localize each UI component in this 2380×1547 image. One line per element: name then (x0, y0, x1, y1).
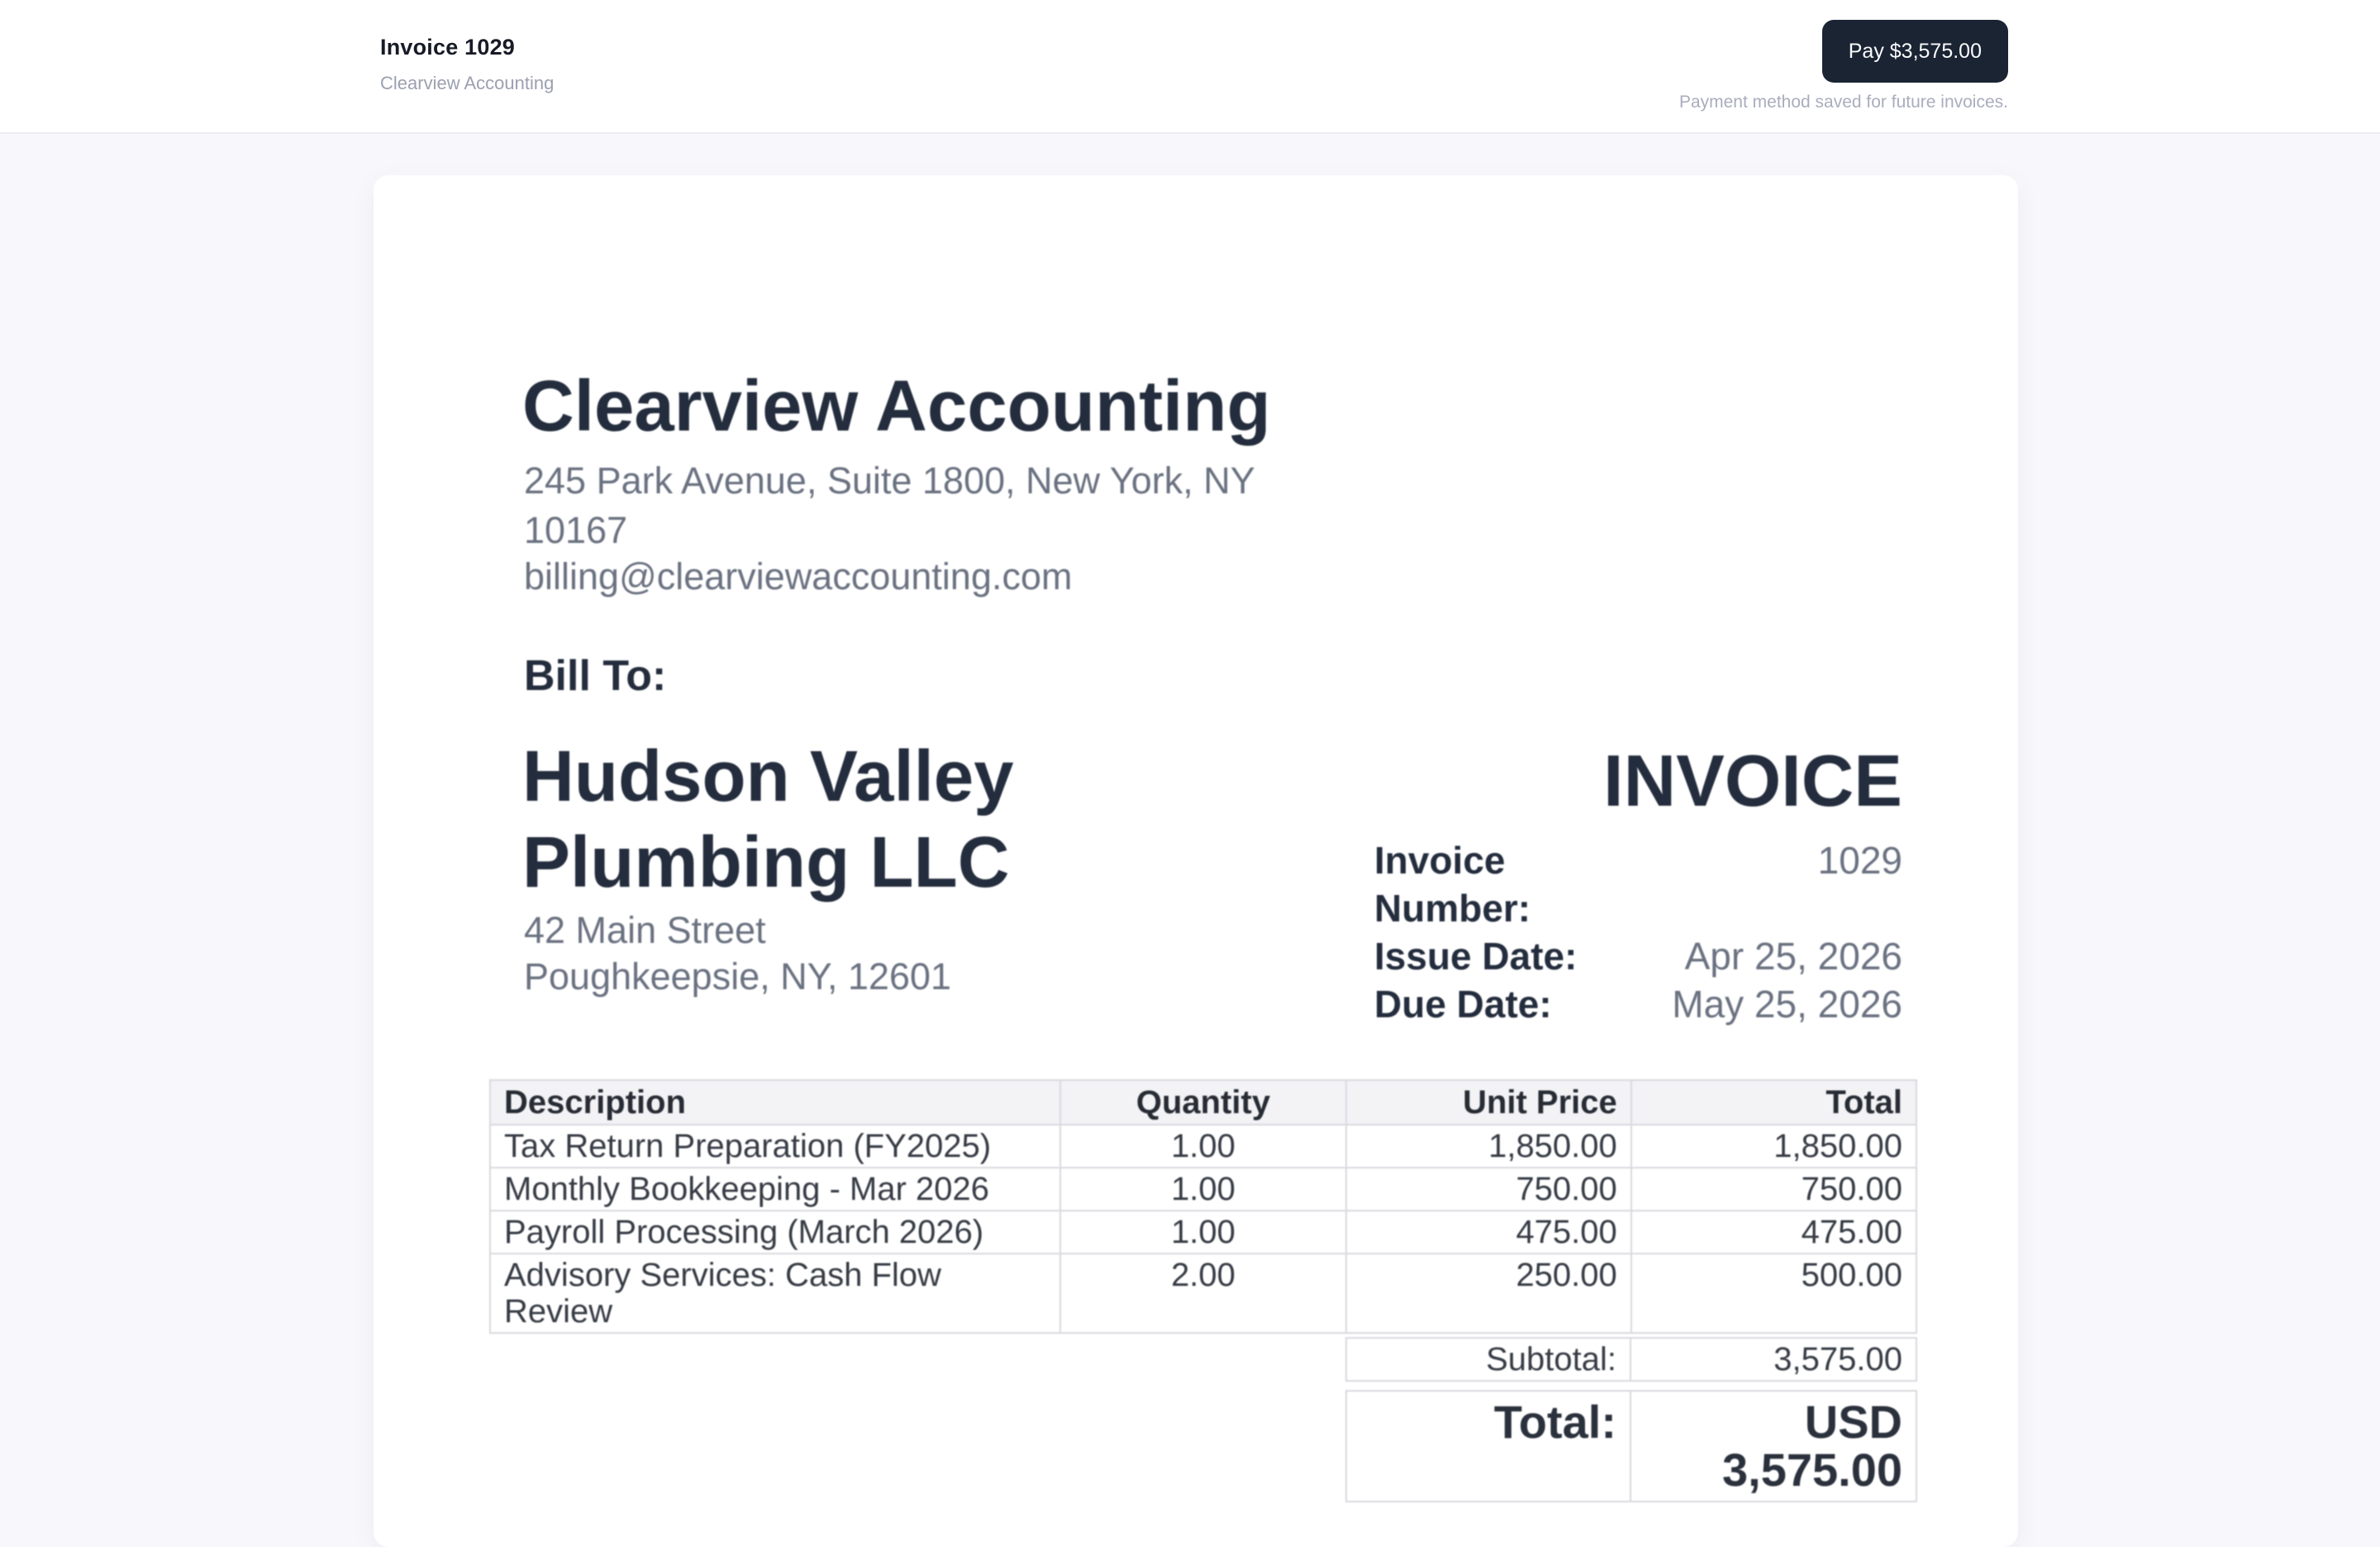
header-quantity: Quantity (1060, 1080, 1345, 1125)
invoice-meta (1374, 836, 1902, 1028)
table-row (490, 1211, 1916, 1254)
header-description: Description (490, 1080, 1060, 1125)
cell-description: Monthly Bookkeeping - Mar 2026 (490, 1168, 1060, 1211)
summary-section (1345, 1337, 1917, 1502)
invoice-document (374, 175, 2018, 1547)
cell-quantity: 1.00 (1060, 1211, 1345, 1254)
cell-total: 475.00 (1631, 1211, 1916, 1254)
subtotal-label: Subtotal: (1347, 1339, 1631, 1380)
cell-quantity: 1.00 (1060, 1168, 1345, 1211)
pay-button[interactable]: Pay $3,575.00 (1822, 20, 2008, 83)
invoice-card (374, 175, 2018, 1547)
bill-to-label: Bill To: (524, 652, 667, 700)
line-items-table (489, 1079, 1917, 1334)
cell-unit-price: 250.00 (1346, 1254, 1631, 1333)
page-title: Invoice 1029 (380, 35, 516, 60)
cell-quantity: 1.00 (1060, 1125, 1345, 1168)
table-row (490, 1168, 1916, 1211)
company-name: Clearview Accounting (522, 366, 1271, 446)
meta-label: Issue Date: (1374, 935, 1578, 978)
cell-unit-price: 750.00 (1346, 1168, 1631, 1211)
table-row (490, 1254, 1916, 1333)
meta-row-due-date (1374, 980, 1902, 1028)
cell-unit-price: 1,850.00 (1346, 1125, 1631, 1168)
cell-total: 750.00 (1631, 1168, 1916, 1211)
topbar-inner (380, 0, 2008, 132)
cell-total: 1,850.00 (1631, 1125, 1916, 1168)
table-header-row (490, 1080, 1916, 1125)
meta-row-issue-date (1374, 932, 1902, 980)
meta-label: Due Date: (1374, 983, 1552, 1026)
bill-to-address-line2: Poughkeepsie, NY, 12601 (524, 955, 952, 997)
total-label: Total: (1347, 1392, 1631, 1501)
cell-description: Tax Return Preparation (FY2025) (490, 1125, 1060, 1168)
header-unit-price: Unit Price (1346, 1080, 1631, 1125)
meta-value: Apr 25, 2026 (1684, 935, 1902, 978)
invoice-title: INVOICE (1603, 740, 1902, 821)
company-address: 245 Park Avenue, Suite 1800, New York, NY 10167 (524, 459, 1254, 551)
meta-row-invoice-number (1374, 836, 1902, 932)
meta-label: Invoice Number: (1374, 839, 1531, 930)
cell-description: Advisory Services: Cash Flow Review (490, 1254, 1060, 1333)
total-row (1345, 1390, 1917, 1502)
bill-to-address-line1: 42 Main Street (524, 909, 766, 951)
table-row (490, 1125, 1916, 1168)
cell-total: 500.00 (1631, 1254, 1916, 1333)
subtotal-value: 3,575.00 (1773, 1341, 1902, 1378)
cell-description: Payroll Processing (March 2026) (490, 1211, 1060, 1254)
meta-value: 1029 (1817, 839, 1902, 882)
header-total: Total (1631, 1080, 1916, 1125)
cell-unit-price: 475.00 (1346, 1211, 1631, 1254)
subtotal-row (1345, 1337, 1917, 1382)
payment-note: Payment method saved for future invoices. (1678, 93, 2008, 112)
bill-to-name: Hudson Valley Plumbing LLC (522, 736, 1014, 902)
page-subtitle: Clearview Accounting (380, 73, 555, 93)
topbar (0, 0, 2380, 134)
meta-value: May 25, 2026 (1672, 983, 1902, 1026)
company-email: billing@clearviewaccounting.com (524, 555, 1073, 597)
cell-quantity: 2.00 (1060, 1254, 1345, 1333)
bill-to-address (524, 907, 951, 1000)
total-value: USD 3,575.00 (1722, 1396, 1902, 1496)
